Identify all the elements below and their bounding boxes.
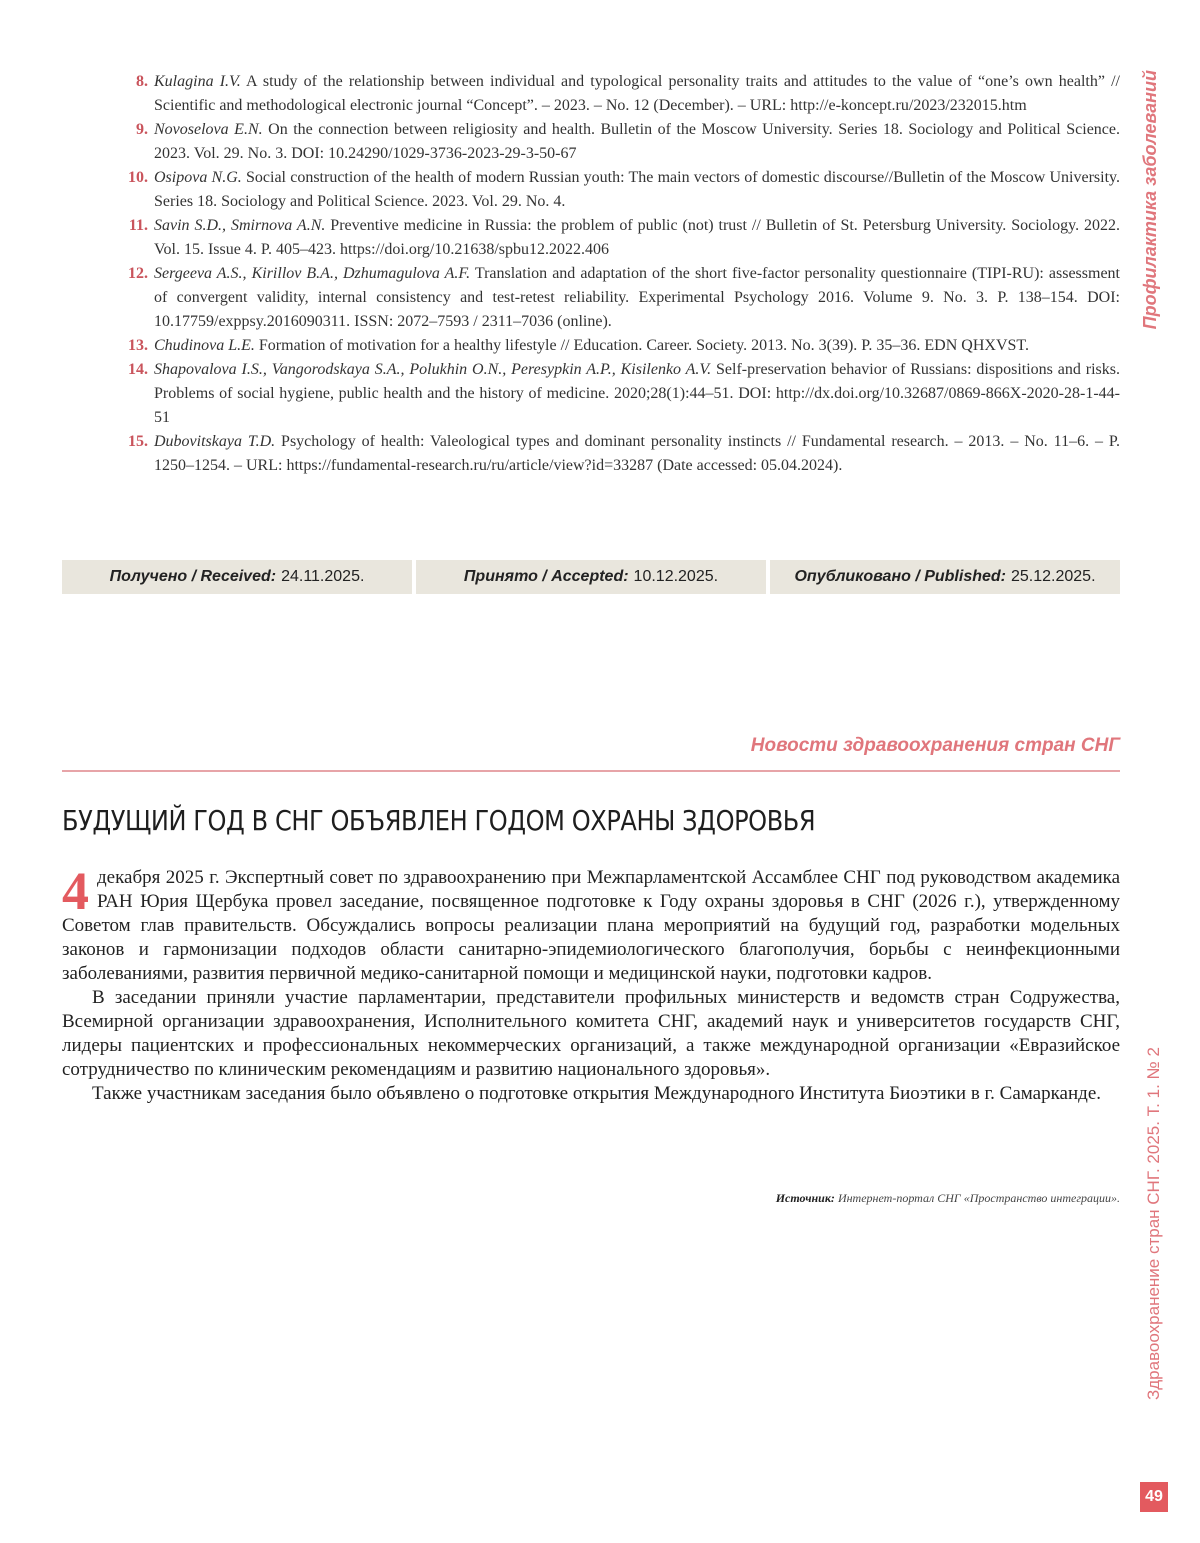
reference-body xyxy=(154,70,1120,118)
reference-text: Preventive medicine in Russia: the problem of public (not) trust // Bulletin of St. Petersburg University. Sociology. 2022. Vol. 15. Issue 4. P. 405–423. https://doi.org/10.21638/spbu12.2022.406 xyxy=(154,217,1120,258)
reference-body xyxy=(154,214,1120,262)
reference-item xyxy=(118,358,1120,430)
source-text: Интернет-портал СНГ «Пространство интеграции». xyxy=(834,1191,1120,1205)
article-paragraph-2: В заседании приняли участие парламентарии, представители профильных министерств и ведомств стран Содружества, Всемирной организации здравоохранения, Исполнительного комитета СНГ, академий наук и университетов государств СНГ, лидеры пациентских и профессиональных некоммерческих организаций, а также международной организации «Евразийское сотрудничество по клиническим рекомендациям и развитию национального здоровья». xyxy=(62,987,1120,1080)
received-value: 24.11.2025. xyxy=(281,568,365,585)
published-value: 25.12.2025. xyxy=(1011,568,1096,585)
reference-body xyxy=(154,262,1120,334)
paragraph-text: декабря 2025 г. Экспертный совет по здравоохранению при Межпарламентской Ассамблее СНГ под руководством академика РАН Юрия Щербука провел заседание, посвященное подготовке к Году охраны здоровья в СНГ (2026 г.), утвержденному Советом глав правительств. Обсуждались вопросы реализации плана мероприятий на будущий год, разработки модельных законов и гармонизации подходов области санитарно-эпидемиологического благополучия, борьбы с неинфекционными заболеваниями, развития первичной медико-санитарной помощи и медицинской науки, подготовки кадров. xyxy=(62,867,1120,984)
reference-item xyxy=(118,166,1120,214)
section-heading: Новости здравоохранения стран СНГ xyxy=(750,735,1120,756)
article-body xyxy=(62,861,1120,1106)
page-number: 49 xyxy=(1140,1482,1168,1512)
reference-number: 10. xyxy=(128,169,148,186)
reference-text: Psychology of health: Valeological types and dominant personality instincts // Fundamental research. – 2013. – No. 11–6. – P. 1250–1254. – URL: https://fundamental-research.ru/ru/article/view?id=33287 (Date accessed: 05.04.2024). xyxy=(154,433,1121,474)
reference-authors: Kulagina I.V. xyxy=(154,73,241,90)
reference-text: On the connection between religiosity and health. Bulletin of the Moscow University. Series 18. Sociology and Political Science. 2023. Vol. 29. No. 3. DOI: 10.24290/1029-3736-2023-29-3-50-67 xyxy=(154,121,1120,162)
reference-body xyxy=(154,358,1120,430)
drop-cap: 4 xyxy=(62,861,89,921)
published-date xyxy=(770,560,1120,594)
reference-body xyxy=(154,166,1120,214)
reference-body xyxy=(154,118,1120,166)
reference-number: 12. xyxy=(128,265,148,282)
article-paragraph-3: Также участникам заседания было объявлено о подготовке открытия Международного Института Биоэтики в г. Самарканде. xyxy=(92,1083,1102,1104)
reference-text: Translation and adaptation of the short five-factor personality questionnaire (TIPI-RU): assessment of convergent validity, internal consistency and test-retest reliability. Experimental Psychology 2016. Volume 9. No. 3. P. 138–154. DOI: 10.17759/exppsy.2016090311. ISSN: 2072–7593 / 2311–7036 (online). xyxy=(154,265,1121,330)
reference-body xyxy=(154,430,1120,478)
reference-item xyxy=(118,70,1120,118)
reference-item xyxy=(118,430,1120,478)
reference-item xyxy=(118,214,1120,262)
article-paragraph-1 xyxy=(62,861,1120,986)
side-rubric: Профилактика заболеваний xyxy=(1140,70,1160,330)
reference-body xyxy=(154,334,1120,358)
reference-text: Social construction of the health of modern Russian youth: The main vectors of domestic discourse//Bulletin of the Moscow University. Series 18. Sociology and Political Science. 2023. Vol. 29. No. 4. xyxy=(154,169,1120,210)
reference-number: 8. xyxy=(136,73,148,90)
section-divider xyxy=(62,770,1120,772)
references-list xyxy=(118,70,1120,478)
article-dates-bar xyxy=(62,560,1120,594)
side-journal-info: Здравоохранение стран СНГ. 2025. Т. 1. № 2 xyxy=(1144,1047,1163,1400)
reference-text: Formation of motivation for a healthy lifestyle // Education. Career. Society. 2013. No. 3(39). P. 35–36. EDN QHXVST. xyxy=(254,337,1029,354)
reference-item xyxy=(118,334,1120,358)
accepted-date xyxy=(416,560,766,594)
reference-item xyxy=(118,118,1120,166)
received-date xyxy=(62,560,412,594)
accepted-label: Принято / Accepted: xyxy=(463,568,629,585)
reference-authors: Sergeeva A.S., Kirillov B.A., Dzhumagulova A.F. xyxy=(154,265,471,282)
reference-authors: Novoselova E.N. xyxy=(154,121,263,138)
reference-text: Self-preservation behavior of Russians: dispositions and risks. Problems of social hygiene, public health and the history of medicine. 2020;28(1):44–51. DOI: http://dx.doi.org/10.32687/0869-866X-2020-28-1-44-51 xyxy=(154,361,1120,426)
reference-authors: Shapovalova I.S., Vangorodskaya S.A., Polukhin O.N., Peresypkin A.P., Kisilenko A.V. xyxy=(154,361,712,378)
article-source xyxy=(776,1191,1120,1206)
reference-number: 14. xyxy=(128,361,148,378)
article-title: БУДУЩИЙ ГОД В СНГ ОБЪЯВЛЕН ГОДОМ ОХРАНЫ ЗДОРОВЬЯ xyxy=(62,804,816,837)
reference-item xyxy=(118,262,1120,334)
reference-number: 15. xyxy=(128,433,148,450)
reference-number: 9. xyxy=(136,121,148,138)
reference-authors: Dubovitskaya T.D. xyxy=(154,433,276,450)
published-label: Опубликовано / Published: xyxy=(794,568,1006,585)
accepted-value: 10.12.2025. xyxy=(633,568,719,585)
reference-text: A study of the relationship between individual and typological personality traits and attitudes to the value of “one’s own health” // Scientific and methodological electronic journal “Concept”. – 2023. – No. 12 (December). – URL: http://e-koncept.ru/2023/232015.htm xyxy=(154,73,1121,114)
received-label: Получено / Received: xyxy=(109,568,277,585)
reference-authors: Savin S.D., Smirnova A.N. xyxy=(154,217,326,234)
reference-number: 13. xyxy=(128,337,148,354)
source-label: Источник: xyxy=(775,1191,835,1205)
reference-number: 11. xyxy=(128,217,148,234)
reference-authors: Chudinova L.E. xyxy=(154,337,255,354)
reference-authors: Osipova N.G. xyxy=(154,169,242,186)
